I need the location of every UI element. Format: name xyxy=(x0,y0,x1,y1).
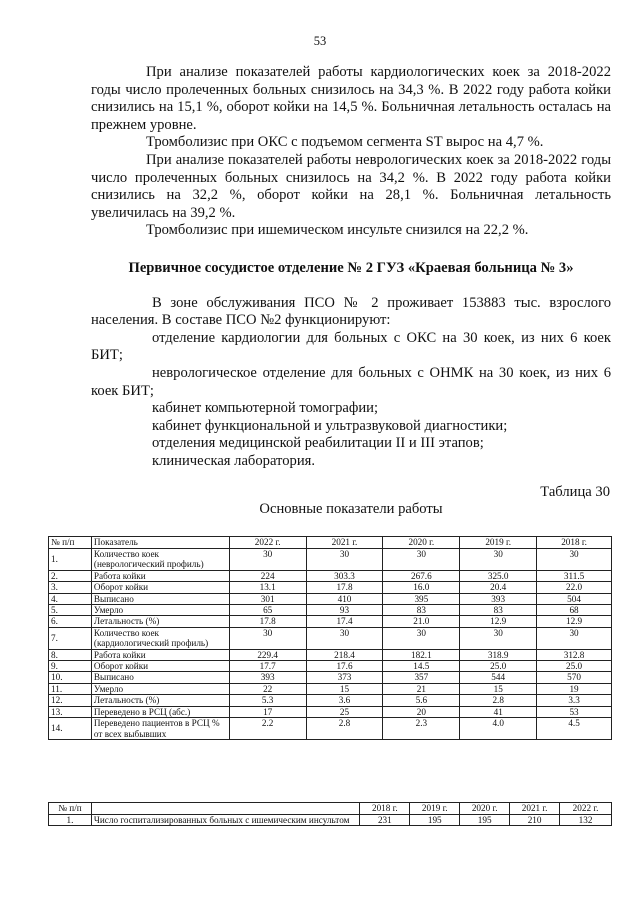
table-cell-value: 301 xyxy=(229,593,306,604)
table-cell-value: 395 xyxy=(383,593,460,604)
row-number: 12. xyxy=(49,695,92,706)
page-number: 53 xyxy=(313,34,327,48)
table-cell-value: 15 xyxy=(306,683,383,694)
table-cell-value: 17.6 xyxy=(306,661,383,672)
table-cell-value: 14.5 xyxy=(383,661,460,672)
table-cell-value: 41 xyxy=(460,706,537,717)
table-cell-value: 16.0 xyxy=(383,582,460,593)
table-cell-value: 311.5 xyxy=(537,570,612,581)
row-number: 5. xyxy=(49,605,92,616)
table-cell-value: 22.0 xyxy=(537,582,612,593)
table-cell-value: 17.7 xyxy=(229,661,306,672)
column-header: 2020 г. xyxy=(383,537,460,549)
row-number: 7. xyxy=(49,627,92,649)
table-cell-value: 4.0 xyxy=(460,718,537,740)
list-item: отделения медицинской реабилитации II и III этапов; xyxy=(152,435,484,452)
column-header: 2018 г. xyxy=(537,537,612,549)
list-item: клиническая лаборатория. xyxy=(152,452,315,469)
table-cell-value: 504 xyxy=(537,593,612,604)
table-row xyxy=(49,649,612,660)
paragraph-intro: В зоне обслуживания ПСО № 2 проживает 153883 тыс. взрослого населения. В составе ПСО №2 функционируют: xyxy=(91,294,611,329)
table-row xyxy=(49,549,612,571)
table-cell-value: 325.0 xyxy=(460,570,537,581)
row-number: 11. xyxy=(49,683,92,694)
paragraph-neuro: При анализе показателей работы неврологических коек за 2018-2022 годы число пролеченных больных снизилось на 34,2 %. В 2022 году работа койки снизились на 32,2 %, оборот койки на 28,1 %. Больничная летальность увеличилась на 39,2 %. xyxy=(91,151,611,221)
indicator-label: Выписано xyxy=(91,672,229,683)
table-cell-value: 21.0 xyxy=(383,616,460,627)
table-cell-value: 30 xyxy=(229,627,306,649)
column-header: № п/п xyxy=(49,803,92,815)
table-row xyxy=(49,605,612,616)
table-row xyxy=(49,672,612,683)
table-cell-value: 210 xyxy=(510,815,560,826)
table-cell-value: 2.3 xyxy=(383,718,460,740)
table-row xyxy=(49,616,612,627)
row-number: 2. xyxy=(49,570,92,581)
table-cell-value: 30 xyxy=(383,549,460,571)
document-body xyxy=(91,64,611,470)
indicator-label: Умерло xyxy=(91,683,229,694)
indicators-table xyxy=(48,536,612,740)
indicator-label: Количество коек (неврологический профиль) xyxy=(91,549,229,571)
table-title: Основные показатели работы xyxy=(259,501,443,517)
table-row xyxy=(49,815,612,826)
table-cell-value: 2.8 xyxy=(460,695,537,706)
table-header-row xyxy=(49,537,612,549)
row-number: 13. xyxy=(49,706,92,717)
list-item: кабинет компьютерной томографии; xyxy=(152,400,379,417)
table-cell-value: 20.4 xyxy=(460,582,537,593)
hospitalization-table xyxy=(48,802,612,826)
table-cell-value: 25.0 xyxy=(460,661,537,672)
column-header: 2018 г. xyxy=(360,803,410,815)
row-number: 14. xyxy=(49,718,92,740)
table-label: Таблица 30 xyxy=(540,484,610,500)
table-row xyxy=(49,683,612,694)
indicator-label: Летальность (%) xyxy=(91,695,229,706)
table-cell-value: 132 xyxy=(560,815,612,826)
table-cell-value: 15 xyxy=(460,683,537,694)
table-cell-value: 4.5 xyxy=(537,718,612,740)
table-row xyxy=(49,582,612,593)
indicator-label: Число госпитализированных больных с ишемическим инсультом xyxy=(91,815,359,826)
column-header: 2020 г. xyxy=(460,803,510,815)
table-cell-value: 373 xyxy=(306,672,383,683)
indicator-label: Количество коек (кардиологический профиль) xyxy=(91,627,229,649)
table-cell-value: 30 xyxy=(306,627,383,649)
column-header xyxy=(91,803,359,815)
table-cell-value: 19 xyxy=(537,683,612,694)
table-cell-value: 30 xyxy=(460,627,537,649)
row-number: 1. xyxy=(49,815,92,826)
table-cell-value: 53 xyxy=(537,706,612,717)
column-header: Показатель xyxy=(91,537,229,549)
table-cell-value: 544 xyxy=(460,672,537,683)
table-row xyxy=(49,570,612,581)
table-cell-value: 5.6 xyxy=(383,695,460,706)
section-heading: Первичное сосудистое отделение № 2 ГУЗ «Краевая больница № 3» xyxy=(128,259,574,276)
table-cell-value: 12.9 xyxy=(537,616,612,627)
table-cell-value: 218.4 xyxy=(306,649,383,660)
table-cell-value: 318.9 xyxy=(460,649,537,660)
paragraph-thrombolysis-stroke: Тромболизис при ишемическом инсульте снизился на 22,2 %. xyxy=(146,222,529,239)
table-cell-value: 357 xyxy=(383,672,460,683)
table-cell-value: 570 xyxy=(537,672,612,683)
table-cell-value: 195 xyxy=(460,815,510,826)
table-cell-value: 30 xyxy=(537,549,612,571)
indicator-label: Выписано xyxy=(91,593,229,604)
table-cell-value: 25 xyxy=(306,706,383,717)
paragraph-cardio: При анализе показателей работы кардиологических коек за 2018-2022 годы число пролеченных больных снизилось на 34,3 %. В 2022 году работа койки снизились на 15,1 %, оборот койки на 14,5 %. Больничная летальность осталась на прежнем уровне. xyxy=(91,64,611,133)
table-cell-value: 93 xyxy=(306,605,383,616)
table-row xyxy=(49,718,612,740)
table-cell-value: 393 xyxy=(229,672,306,683)
table-cell-value: 393 xyxy=(460,593,537,604)
list-item: отделение кардиологии для больных с ОКС на 30 коек, из них 6 коек БИТ; xyxy=(91,329,611,364)
table-cell-value: 12.9 xyxy=(460,616,537,627)
table-row xyxy=(49,661,612,672)
row-number: 4. xyxy=(49,593,92,604)
indicator-label: Работа койки xyxy=(91,570,229,581)
table-cell-value: 182.1 xyxy=(383,649,460,660)
indicator-label: Работа койки xyxy=(91,649,229,660)
table-cell-value: 13.1 xyxy=(229,582,306,593)
indicator-label: Летальность (%) xyxy=(91,616,229,627)
row-number: 9. xyxy=(49,661,92,672)
paragraph-thrombolysis-oks: Тромболизис при ОКС с подъемом сегмента ST вырос на 4,7 %. xyxy=(146,134,544,151)
table-cell-value: 3.6 xyxy=(306,695,383,706)
indicator-label: Переведено пациентов в РСЦ % от всех выбывших xyxy=(91,718,229,740)
table-cell-value: 17 xyxy=(229,706,306,717)
row-number: 10. xyxy=(49,672,92,683)
table-cell-value: 83 xyxy=(383,605,460,616)
table-cell-value: 30 xyxy=(383,627,460,649)
table-cell-value: 22 xyxy=(229,683,306,694)
column-header: 2019 г. xyxy=(410,803,460,815)
table-row xyxy=(49,593,612,604)
table-cell-value: 20 xyxy=(383,706,460,717)
row-number: 1. xyxy=(49,549,92,571)
table-cell-value: 2.2 xyxy=(229,718,306,740)
row-number: 8. xyxy=(49,649,92,660)
row-number: 6. xyxy=(49,616,92,627)
table-cell-value: 410 xyxy=(306,593,383,604)
indicator-label: Оборот койки xyxy=(91,661,229,672)
table-cell-value: 5.3 xyxy=(229,695,306,706)
indicator-label: Оборот койки xyxy=(91,582,229,593)
table-cell-value: 303.3 xyxy=(306,570,383,581)
table-cell-value: 21 xyxy=(383,683,460,694)
table-cell-value: 17.8 xyxy=(306,582,383,593)
table-cell-value: 30 xyxy=(460,549,537,571)
column-header: 2022 г. xyxy=(560,803,612,815)
table-cell-value: 30 xyxy=(306,549,383,571)
table-cell-value: 312.8 xyxy=(537,649,612,660)
column-header: 2019 г. xyxy=(460,537,537,549)
table-header-row xyxy=(49,803,612,815)
list-item: неврологическое отделение для больных с ОНМК на 30 коек, из них 6 коек БИТ; xyxy=(91,364,611,399)
table-cell-value: 231 xyxy=(360,815,410,826)
column-header: 2021 г. xyxy=(510,803,560,815)
table-row xyxy=(49,627,612,649)
table-cell-value: 30 xyxy=(537,627,612,649)
table-cell-value: 3.3 xyxy=(537,695,612,706)
row-number: 3. xyxy=(49,582,92,593)
table-cell-value: 229.4 xyxy=(229,649,306,660)
table-cell-value: 17.4 xyxy=(306,616,383,627)
table-cell-value: 25.0 xyxy=(537,661,612,672)
column-header: 2022 г. xyxy=(229,537,306,549)
table-cell-value: 17.8 xyxy=(229,616,306,627)
table-row xyxy=(49,695,612,706)
table-cell-value: 68 xyxy=(537,605,612,616)
indicator-label: Переведено в РСЦ (абс.) xyxy=(91,706,229,717)
table-cell-value: 83 xyxy=(460,605,537,616)
indicator-label: Умерло xyxy=(91,605,229,616)
column-header: 2021 г. xyxy=(306,537,383,549)
table-cell-value: 224 xyxy=(229,570,306,581)
table-cell-value: 267.6 xyxy=(383,570,460,581)
table-cell-value: 65 xyxy=(229,605,306,616)
table-cell-value: 195 xyxy=(410,815,460,826)
column-header: № п/п xyxy=(49,537,92,549)
table-cell-value: 30 xyxy=(229,549,306,571)
table-row xyxy=(49,706,612,717)
table-cell-value: 2.8 xyxy=(306,718,383,740)
list-item: кабинет функциональной и ультразвуковой диагностики; xyxy=(152,417,508,434)
